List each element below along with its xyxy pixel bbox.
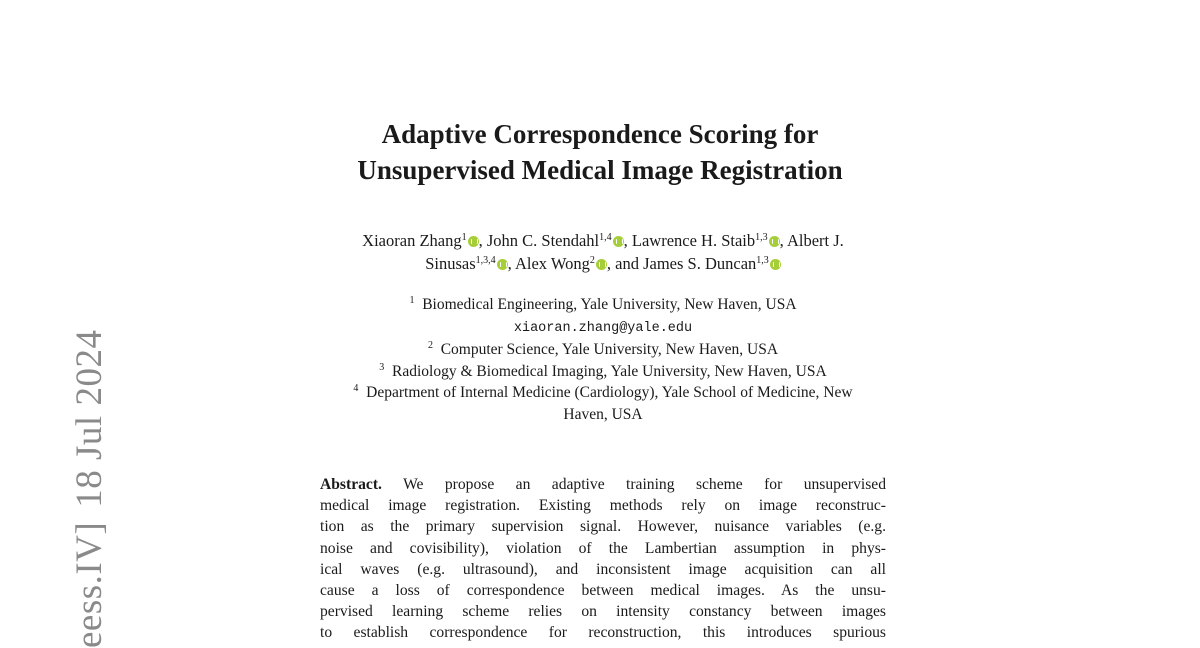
affil-text: Department of Internal Medicine (Cardiology), Yale School of Medicine, New [366,384,853,401]
affil-marker: 1 [461,232,467,243]
affil-marker: 2 [589,255,595,266]
abstract-line [320,580,886,601]
affiliation-4-cont: Haven, USA [563,405,643,423]
abstract-line [320,474,886,495]
affil-marker: 1,3,4 [475,255,496,266]
affil-marker: 1,3 [756,255,769,266]
orcid-icon[interactable] [613,236,624,247]
author-name: , Alex Wong [507,254,590,273]
author-name: Xiaoran Zhang [362,231,462,250]
orcid-icon[interactable] [769,236,780,247]
abstract-line [320,516,886,537]
affil-text: Computer Science, Yale University, New Haven, USA [440,341,779,358]
abstract-line [320,538,886,559]
abstract-line [320,559,886,580]
abstract [320,474,886,644]
paper-title [0,116,1200,188]
affil-number: 4 [353,383,359,394]
orcid-icon[interactable] [497,259,508,270]
arxiv-date: 18 Jul 2024 [69,329,110,508]
abstract-text: cause a loss of correspondence between medical images. As the unsu- [320,581,886,599]
abstract-label: Abstract. [320,476,382,493]
author-name: , and James S. Duncan [606,254,757,273]
author-name: Sinusas [425,254,476,273]
arxiv-category: eess.IV] [69,521,110,648]
abstract-text: noise and covisibility), violation of the Lambertian assumption in phys- [320,539,886,557]
author-list [278,229,928,275]
abstract-text: pervised learning scheme relies on intensity constancy between images [320,603,886,621]
orcid-icon[interactable] [770,259,781,270]
affil-number: 3 [379,361,385,373]
abstract-line [320,495,886,516]
affiliations [278,294,928,425]
author-name: , Albert J. [779,231,844,250]
affiliation-3 [278,361,928,383]
abstract-text: to establish correspondence for reconstruction, this introduces spurious [320,624,886,642]
abstract-text: We propose an adaptive training scheme for unsupervised [381,476,886,493]
arxiv-stamp [68,330,111,648]
title-line-1: Adaptive Correspondence Scoring for [381,119,819,149]
affiliation-4 [278,382,928,404]
orcid-icon[interactable] [468,236,479,247]
abstract-line [320,622,886,643]
affiliation-2 [278,339,928,361]
affil-text: Biomedical Engineering, Yale University, New Haven, USA [422,296,797,313]
author-line-1 [278,229,928,252]
affil-marker: 1,3 [755,232,768,243]
abstract-text: medical image registration. Existing methods rely on image reconstruc- [320,497,886,515]
abstract-text: ical waves (e.g. ultrasound), and inconsistent image acquisition can all [320,560,886,578]
abstract-text: tion as the primary supervision signal. However, nuisance variables (e.g. [320,518,886,536]
affil-number: 2 [427,340,433,351]
title-line-2: Unsupervised Medical Image Registration [357,155,843,185]
author-email[interactable] [278,316,928,340]
email-link[interactable]: xiaoran.zhang@yale.edu [513,320,693,336]
affiliation-1 [278,294,928,316]
author-line-2 [278,252,928,275]
orcid-icon[interactable] [596,259,607,270]
abstract-line [320,601,886,622]
affil-text: Radiology & Biomedical Imaging, Yale University, New Haven, USA [392,362,827,380]
affil-marker: 1,4 [599,232,612,243]
affil-number: 1 [409,295,415,306]
author-name: , Lawrence H. Staib [623,231,756,250]
author-name: , John C. Stendahl [478,231,600,250]
